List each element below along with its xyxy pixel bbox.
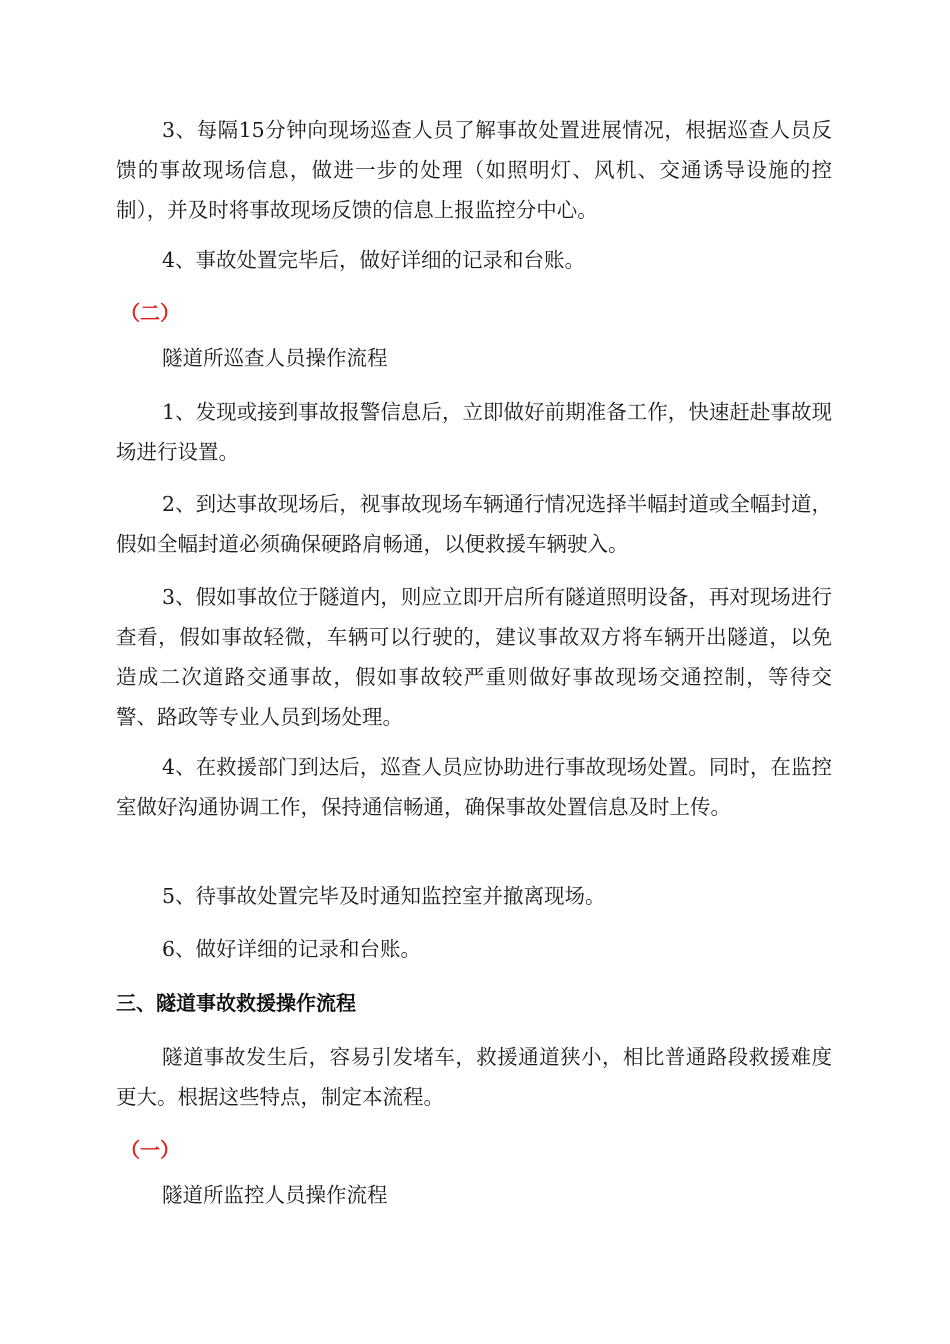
- subsection-title-monitor: 隧道所监控人员操作流程: [162, 1183, 388, 1207]
- paragraph-patrol-step-2: 2、到达事故现场后，视事故现场车辆通行情况选择半幅封道或全幅封道，假如全幅封道必须确保硬路肩畅通，以便救援车辆驶入。: [116, 492, 832, 556]
- paragraph-patrol-step-3: 3、假如事故位于隧道内，则应立即开启所有隧道照明设备，再对现场进行查看，假如事故轻微，车辆可以行驶的，建议事故双方将车辆开出隧道，以免造成二次道路交通事故，假如事故较严重则做好事故现场交通控制，等待交警、路政等专业人员到场处理。: [116, 585, 832, 729]
- paragraph-patrol-step-1: 1、发现或接到事故报警信息后，立即做好前期准备工作，快速赶赴事故现场进行设置。: [116, 400, 832, 464]
- paragraph-patrol-step-5: 5、待事故处置完毕及时通知监控室并撤离现场。: [162, 884, 606, 908]
- paragraph-monitor-step-3: 3、每隔15分钟向现场巡查人员了解事故处置进展情况，根据巡查人员反馈的事故现场信息，做进一步的处理（如照明灯、风机、交通诱导设施的控制），并及时将事故现场反馈的信息上报监控分中心。: [116, 118, 832, 222]
- paragraph-patrol-step-6: 6、做好详细的记录和台账。: [162, 937, 422, 961]
- paragraph-patrol-step-4: 4、在救援部门到达后，巡查人员应协助进行事故现场处置。同时，在监控室做好沟通协调工作，保持通信畅通，确保事故处置信息及时上传。: [116, 755, 832, 819]
- section-marker-two: （二）: [120, 301, 180, 325]
- paragraph-rescue-intro: 隧道事故发生后，容易引发堵车，救援通道狭小，相比普通路段救援难度更大。根据这些特点，制定本流程。: [116, 1045, 832, 1109]
- paragraph-monitor-step-4: 4、事故处置完毕后，做好详细的记录和台账。: [162, 248, 586, 272]
- section-marker-one: （一）: [120, 1138, 180, 1162]
- subsection-title-patrol: 隧道所巡查人员操作流程: [162, 346, 388, 370]
- section-heading-three: 三、隧道事故救援操作流程: [116, 991, 356, 1015]
